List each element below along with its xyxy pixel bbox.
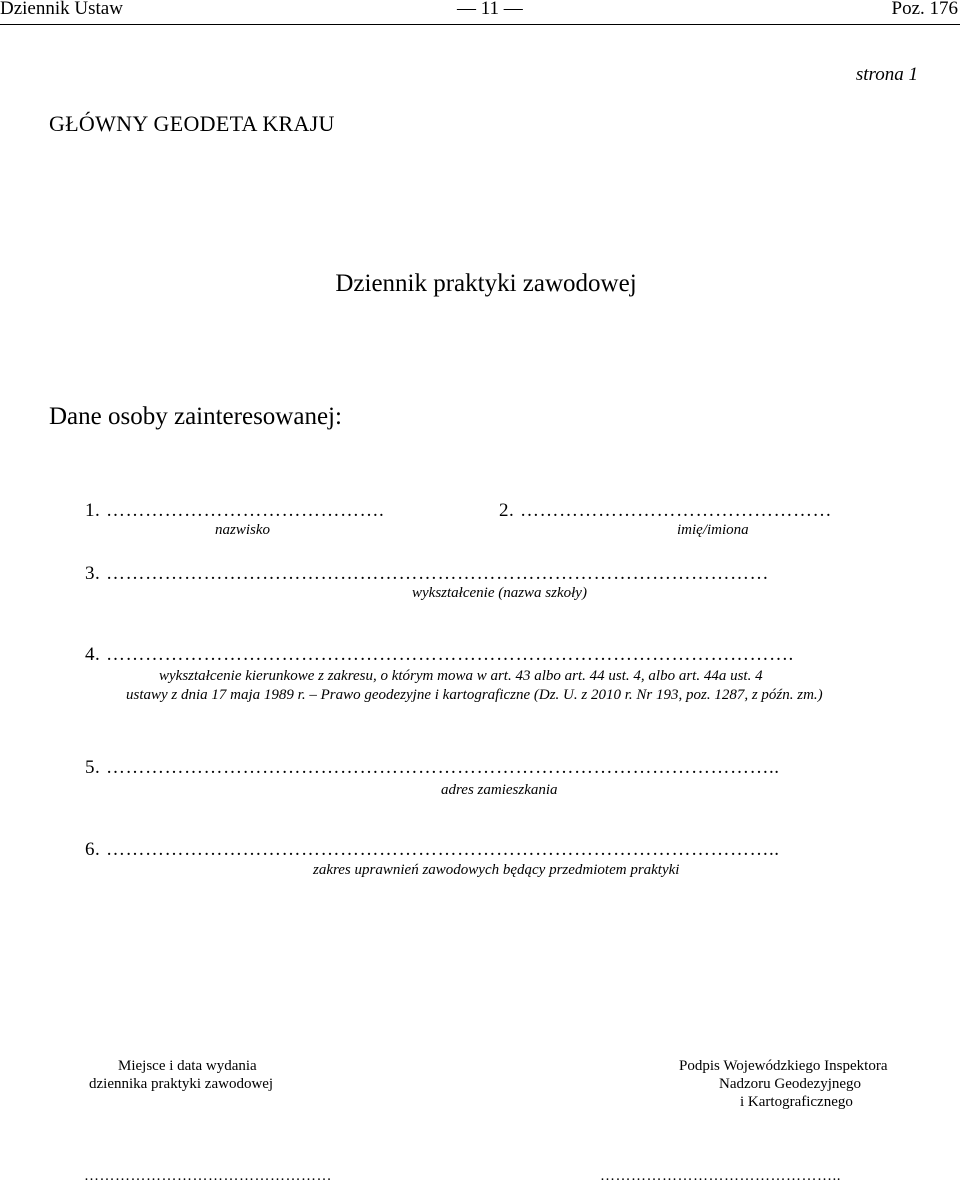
field-4-caption-line-1: wykształcenie kierunkowe z zakresu, o którym mowa w art. 43 albo art. 44 ust. 4, albo art. 44a ust. 4 bbox=[159, 668, 763, 684]
field-3-caption: wykształcenie (nazwa szkoły) bbox=[412, 585, 587, 601]
field-6-dotted-line: ………………………………………………………………………………………….. bbox=[106, 839, 780, 860]
header-page-number: — 11 — bbox=[457, 0, 523, 19]
field-2-caption: imię/imiona bbox=[677, 522, 749, 538]
field-4-dotted-line: ……………………………………………………………………………………………. bbox=[106, 644, 794, 665]
header-journal-name: Dziennik Ustaw bbox=[0, 0, 123, 19]
field-6-caption: zakres uprawnień zawodowych będący przedmiotem praktyki bbox=[313, 862, 680, 878]
field-5-number: 5. bbox=[85, 757, 101, 778]
header-position: Poz. 176 bbox=[891, 0, 958, 19]
document-title: Dziennik praktyki zawodowej bbox=[335, 270, 637, 297]
field-1-number: 1. bbox=[85, 500, 101, 521]
field-4-number: 4. bbox=[85, 644, 101, 665]
field-4-caption-line-2: ustawy z dnia 17 maja 1989 r. – Prawo geodezyjne i kartograficzne (Dz. U. z 2010 r. Nr 193, poz. 1287, z późn. zm.) bbox=[126, 687, 823, 703]
inspector-signature-label-line-3: i Kartograficznego bbox=[740, 1094, 853, 1110]
field-1-dotted-line: ……………………………………. bbox=[106, 500, 385, 521]
issuer-name: GŁÓWNY GEODETA KRAJU bbox=[49, 111, 335, 136]
issue-place-date-dotted-line: ………………………………………… bbox=[84, 1168, 332, 1184]
inspector-signature-label-line-2: Nadzoru Geodezyjnego bbox=[719, 1076, 862, 1092]
inspector-signature-label-line-1: Podpis Wojewódzkiego Inspektora bbox=[679, 1058, 888, 1074]
field-5-dotted-line: ………………………………………………………………………………………….. bbox=[106, 757, 780, 778]
field-2-number: 2. bbox=[499, 500, 515, 521]
issue-place-date-label-line-1: Miejsce i data wydania bbox=[118, 1058, 257, 1074]
inspector-signature-dotted-line: ……………………………………….. bbox=[600, 1168, 841, 1184]
field-2-dotted-line: ………………………………………… bbox=[520, 500, 832, 521]
field-6-number: 6. bbox=[85, 839, 101, 860]
header-divider bbox=[0, 24, 960, 25]
page-label: strona 1 bbox=[855, 64, 918, 85]
field-3-number: 3. bbox=[85, 563, 101, 584]
section-heading: Dane osoby zainteresowanej: bbox=[49, 403, 342, 430]
field-1-caption: nazwisko bbox=[215, 522, 271, 538]
field-5-caption: adres zamieszkania bbox=[441, 782, 558, 798]
field-3-dotted-line: ………………………………………………………………………………………… bbox=[106, 563, 769, 584]
issue-place-date-label-line-2: dziennika praktyki zawodowej bbox=[89, 1076, 274, 1092]
